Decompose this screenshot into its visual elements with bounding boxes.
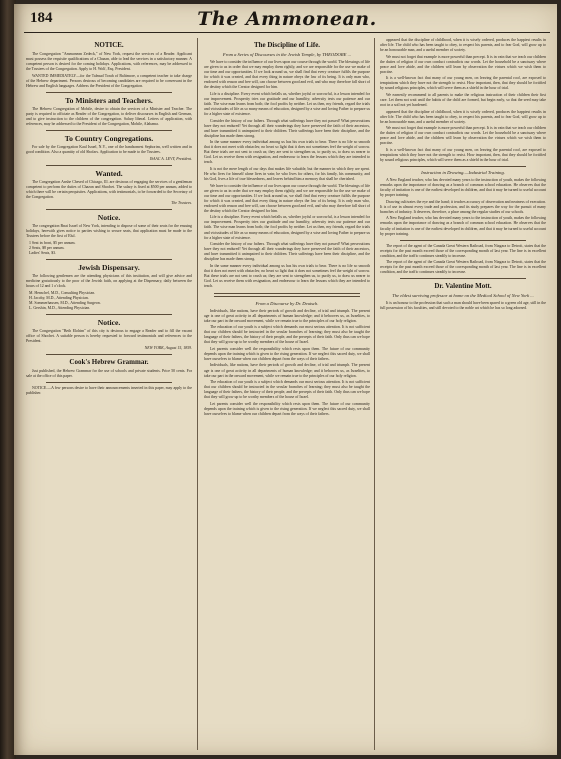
divider (46, 382, 172, 383)
footer-note: NOTICE.—A few persons desire to have their announcements inserted in this paper, may apply to the publisher. (26, 385, 192, 395)
dispensary-text: The following gentlemen are the attending physicians of this institution, and will give advice and medicine gratuitously to the poor of the Jewish faith, on applying at the Dispensary, daily between the hours of 12 and 1 o'clock. (26, 274, 192, 289)
notice-heading: NOTICE. (94, 41, 124, 49)
instruction-heading: Instruction in Drawing.—Industrial Training. (421, 170, 505, 176)
instruction-paragraph: Drawing cultivates the eye and the hand; it teaches accuracy of observation and neatness of execution. It is of use in almost every trade and profession, and its study prepares the way for the pursuit of many branches of industry. It deserves, therefore, a place among the regular studies of our schools. (380, 199, 546, 214)
discipline-heading: The Discipline of Life. (253, 41, 321, 49)
railroad-paragraph: The report of the agent of the Canada Great Western Railroad, from Niagara to Detroit, states that the receipts for the past month exceed those of the corresponding month of last year. The line is in excellent condition, and the traffic continues steadily to increase. (380, 260, 546, 275)
page-header (24, 4, 550, 33)
grammar-heading: Cook's Hebrew Grammar. (69, 357, 149, 366)
discipline-paragraph: Consider the history of our fathers. Through what sufferings have they not passed! What persecutions have they not endured! Yet through all their wanderings they have preserved the faith of their ancestors, and have transmitted it unimpaired to their children. Their sufferings have been their discipline, and the discipline has made them strong. (204, 118, 370, 138)
discourse-heading: From a Discourse by Dr. Deutsch. (255, 300, 319, 306)
country-signature: ISAAC A. LEVY, President. (149, 156, 192, 161)
divider (46, 130, 172, 131)
article-paragraph: It is a well-known fact that many of our young men, on leaving the parental roof, are exposed to temptations which they have not the strength to resist. How important, then, that they should be fortified by sound religious principles, which will serve them as a shield in the hour of trial. (380, 147, 546, 163)
divider (46, 314, 172, 315)
instruction-paragraph: A New England teacher, who has devoted many years to the instruction of youth, makes the following remarks upon the importance of drawing as a branch of common school education. He observes that the faculty of imitation is one of the earliest developed in children, and that it may be turned to useful account by proper training. (380, 216, 546, 236)
physician-item: M. Sommerhausen, M.D., Attending Surgeon. (29, 300, 101, 305)
article-paragraph: We must not forget that example is more powerful than precept. It is in vain that we teach our children the duties of religion if our own conduct contradicts our words. Let the household be a sanctuary where peace and love abide, and the children will learn by observation the virtues which we wish them to practise. (380, 54, 546, 74)
valentine-text: It is an honour to the profession that such a man should have been spared to a green old age, still in the full possession of his faculties, and still devoted to the noble art which he has so long adorned. (380, 301, 546, 311)
notice4-heading: Notice. (97, 318, 121, 327)
valentine-subtitle: The eldest surviving professor at home on the Medical School of New York ... (392, 293, 534, 299)
article-paragraph: appeared that the discipline of childhood, when it is wisely ordered, produces the happiest results in after life. The child who has been taught to obey, to respect his parents, and to fear God, will grow up to be an honourable man, and a useful member of society. (380, 38, 546, 53)
notice3-text: The congregation Bnai Israel of New York, intending to dispose of some of their seats for the ensuing holidays, herewith gives notice to parties wishing to secure seats, that application must be made to the Trustees before the first of Elul. (26, 224, 192, 239)
wanted-text: The Congregation Anshe Chesed of Chicago, Ill. are desirous of engaging the services of a gentleman competent to perform the duties of Chazan and Shochet. The salary is fixed at $500 per annum, added to which there will be certain perquisites. Applications, with testimonials, to be forwarded to the Secretary of the Congregation. (26, 179, 192, 199)
divider (46, 209, 172, 210)
notice4-signature: NEW YORK, August 15, 1859. (144, 345, 192, 350)
country-text: For sale by the Congregation Kaal Israel, N.Y., one of the handsomest Sephorim, well written and in good condition. Also a quantity of old Shofars. Application to be made to the Trustees. (26, 145, 192, 155)
masthead-title: The Ammonean. (197, 8, 377, 30)
notice-text: The Congregation "Ammonean Zedeck," of New York, request the services of a Reader. Applicant must possess the requisite qualifications of a Chazan, able to lead the services in a satisfactory manner. A competent person is desired for the coming holidays. Applications, with references, may be addressed to the Trustees of the Congregation. Apply to H. Wolf, Esq. President. (26, 52, 192, 72)
railroad-paragraph: The report of the agent of the Canada Great Western Railroad, from Niagara to Detroit, states that the receipts for the past month exceed those of the corresponding month of last year. The line is in excellent condition, and the traffic continues steadily to increase. (380, 243, 546, 258)
notice3-heading: Notice. (97, 213, 121, 223)
discipline-paragraph: In the same manner every individual among us has his own trials to bear. There is no life so smooth that it does not meet with obstacles; no heart so light that it does not sometimes feel the weight of sorrow. But these trials are not sent to crush us; they are sent to strengthen us, to purify us, to draw us nearer to God. Let us receive them with resignation, and endeavour to learn the lessons which they are intended to teach. (204, 140, 370, 165)
divider (400, 166, 526, 167)
discourse-paragraph: Let parents consider well the responsibility which rests upon them. The future of our community depends upon the training which is given to the rising generation. If we neglect this sacred duty, we shall have ourselves to blame when our children depart from the ways of their fathers. (204, 346, 370, 361)
column-rule (374, 38, 375, 750)
divider (46, 354, 172, 355)
middle-column (204, 38, 370, 750)
divider (46, 92, 172, 93)
article-paragraph: We must not forget that example is more powerful than precept. It is in vain that we teach our children the duties of religion if our own conduct contradicts our words. Let the household be a sanctuary where peace and love abide, and the children will learn by observation the virtues which we wish them to practise. (380, 126, 546, 146)
grammar-text: Just published, the Hebrew Grammar for the use of schools and private students. Price 50 cents. For sale at the office of this paper. (26, 368, 192, 378)
ministers-text: The Hebrew Congregation of Mobile, desire to obtain the services of a Minister and Teacher. The party is required to officiate as Reader of the Congregation, to deliver discourses in English and German, and to give instruction to the children of the congregation. Salary liberal. Letters of application, with references, may be addressed to the President of the Congregation, Mobile, Alabama. (26, 106, 192, 126)
discipline-paragraph: We have to consider the influence of our lives upon our course through the world. The blessings of life are given to us in order that we may employ them rightly, and we are responsible for the use we make of our time and our opportunities. If we look around us, we shall find that every creature fulfils the purpose for which it was created, and that every thing in nature obeys the law of its being. It is only man who, endowed with reason and free will, can choose between good and evil, and who may therefore fall short of the destiny which the Creator designed for him. (204, 60, 370, 90)
discipline-paragraph: Life is a discipline. Every event which befalls us, whether joyful or sorrowful, is a lesson intended for our improvement. Prosperity tries our gratitude and our humility; adversity tests our patience and our faith. The wise man learns from both; the fool profits by neither. Let us then, my friends, regard the trials and vicissitudes of life as so many means of education, designed by a wise and loving Father to prepare us for a higher state of existence. (204, 91, 370, 116)
discourse-paragraph: The education of our youth is a subject which demands our most serious attention. It is not sufficient that our children should be instructed in the secular branches of learning; they must also be taught the language of their fathers, the history of their people, and the precepts of their faith. Only thus can we hope that they will grow up to be worthy members of the house of Israel. (204, 380, 370, 400)
column-rule (197, 38, 198, 750)
discipline-paragraph: It is not the mere length of our days that makes life valuable, but the manner in which they are spent. He who lives for himself alone lives in vain; he who lives for others, for his family, his community, and his God, lives a life of true blessedness, and leaves behind him a memory that shall be cherished. (204, 166, 370, 182)
notice-text-2: WANTED IMMEDIATELY—for the Talmud Torah of Baltimore, a competent teacher to take charge of the Hebrew department. Persons desirous of becoming candidates are required to be conversant in the Hebrew and English languages. Address the President of the Congregation. (26, 73, 192, 88)
discipline-paragraph: Life is a discipline. Every event which befalls us, whether joyful or sorrowful, is a lesson intended for our improvement. Prosperity tries our gratitude and our humility; adversity tests our patience and our faith. The wise man learns from both; the fool profits by neither. Let us then, my friends, regard the trials and vicissitudes of life as so many means of education, designed by a wise and loving Father to prepare us for a higher state of existence. (204, 215, 370, 240)
physician-item: L. Gershin, M.D., Attending Physician. (29, 305, 91, 310)
ministers-heading: To Ministers and Teachers. (65, 95, 153, 105)
notice4-text: The Congregation "Beth Elohim" of this city is desirous to engage a Reader and to fill the vacant office of Shochet. A suitable person is hereby requested to forward testimonials and references to the President. (26, 329, 192, 344)
discipline-paragraph: In the same manner every individual among us has his own trials to bear. There is no life so smooth that it does not meet with obstacles; no heart so light that it does not sometimes feel the weight of sorrow. But these trials are not sent to crush us; they are sent to strengthen us, to purify us, to draw us nearer to God. Let us receive them with resignation, and endeavour to learn the lessons which they are intended to teach. (204, 263, 370, 288)
discipline-paragraph: We have to consider the influence of our lives upon our course through the world. The blessings of life are given to us in order that we may employ them rightly, and we are responsible for the use we make of our time and our opportunities. If we look around us, we shall find that every creature fulfils the purpose for which it was created, and that every thing in nature obeys the law of its being. It is only man who, endowed with reason and free will, can choose between good and evil, and who may therefore fall short of the destiny which the Creator designed for him. (204, 183, 370, 213)
section-divider (214, 293, 360, 297)
right-column (380, 38, 546, 750)
page-number: 184 (30, 10, 53, 26)
price-item: 1 Seat in front, $5 per annum. (29, 241, 76, 246)
country-heading: To Country Congregations. (64, 134, 154, 144)
instruction-paragraph: A New England teacher, who has devoted many years to the instruction of youth, makes the following remarks upon the importance of drawing as a branch of common school education. He observes that the faculty of imitation is one of the earliest developed in children, and that it may be turned to useful account by proper training. (380, 178, 546, 198)
wanted-signature: The Trustees. (171, 201, 192, 206)
discipline-paragraph: Consider the history of our fathers. Through what sufferings have they not passed! What persecutions have they not endured! Yet through all their wanderings they have preserved the faith of their ancestors, and have transmitted it unimpaired to their children. Their sufferings have been their discipline, and the discipline has made them strong. (204, 242, 370, 262)
physician-item: M. Henschel, M.D., Consulting Physician. (29, 290, 96, 295)
discourse-paragraph: Individuals, like nations, have their periods of growth and decline, of trial and triumph. The present age is one of great activity in all departments of human knowledge; and it behooves us, as Israelites, to take our part in the onward movement, while we remain true to the principles of our holy religion. (204, 363, 370, 378)
divider (46, 165, 172, 166)
divider (46, 259, 172, 260)
dispensary-heading: Jewish Dispensary. (78, 263, 140, 273)
divider (400, 278, 526, 279)
article-paragraph: appeared that the discipline of childhood, when it is wisely ordered, produces the happiest results in after life. The child who has been taught to obey, to respect his parents, and to fear God, will grow up to be an honourable man, and a useful member of society. (380, 109, 546, 124)
discipline-subtitle: From a Series of Discourses in the Jewish Temple, by THEODORE ... (222, 52, 352, 57)
left-column (26, 38, 192, 750)
discourse-paragraph: Let parents consider well the responsibility which rests upon them. The future of our community depends upon the training which is given to the rising generation. If we neglect this sacred duty, we shall have ourselves to blame when our children depart from the ways of their fathers. (204, 401, 370, 416)
divider (400, 240, 526, 241)
discourse-paragraph: The education of our youth is a subject which demands our most serious attention. It is not sufficient that our children should be instructed in the secular branches of learning; they must also be taught the language of their fathers, the history of their people, and the precepts of their faith. Only thus can we hope that they will grow up to be worthy members of the house of Israel. (204, 325, 370, 345)
wanted-heading: Wanted. (95, 168, 123, 178)
article-paragraph: We earnestly recommend to all parents to make the religious instruction of their children their first care. Let them not wait until the habits of the child are formed, but begin early, so that the seed may take root in a soil not yet hardened. (380, 92, 546, 108)
valentine-heading: Dr. Valentine Mott. (434, 282, 492, 291)
discourse-paragraph: Individuals, like nations, have their periods of growth and decline, of trial and triumph. The present age is one of great activity in all departments of human knowledge; and it behooves us, as Israelites, to take our part in the onward movement, while we remain true to the principles of our holy religion. (204, 308, 370, 323)
article-paragraph: It is a well-known fact that many of our young men, on leaving the parental roof, are exposed to temptations which they have not the strength to resist. How important, then, that they should be fortified by sound religious principles, which will serve them as a shield in the hour of trial. (380, 76, 546, 91)
price-item: 2 Seats, $8 per annum. (29, 246, 65, 251)
physician-item: H. Jacoby, M.D., Attending Physician. (29, 295, 89, 300)
price-item: Ladies' Seats, $3. (29, 251, 57, 256)
newspaper-page (14, 4, 557, 755)
